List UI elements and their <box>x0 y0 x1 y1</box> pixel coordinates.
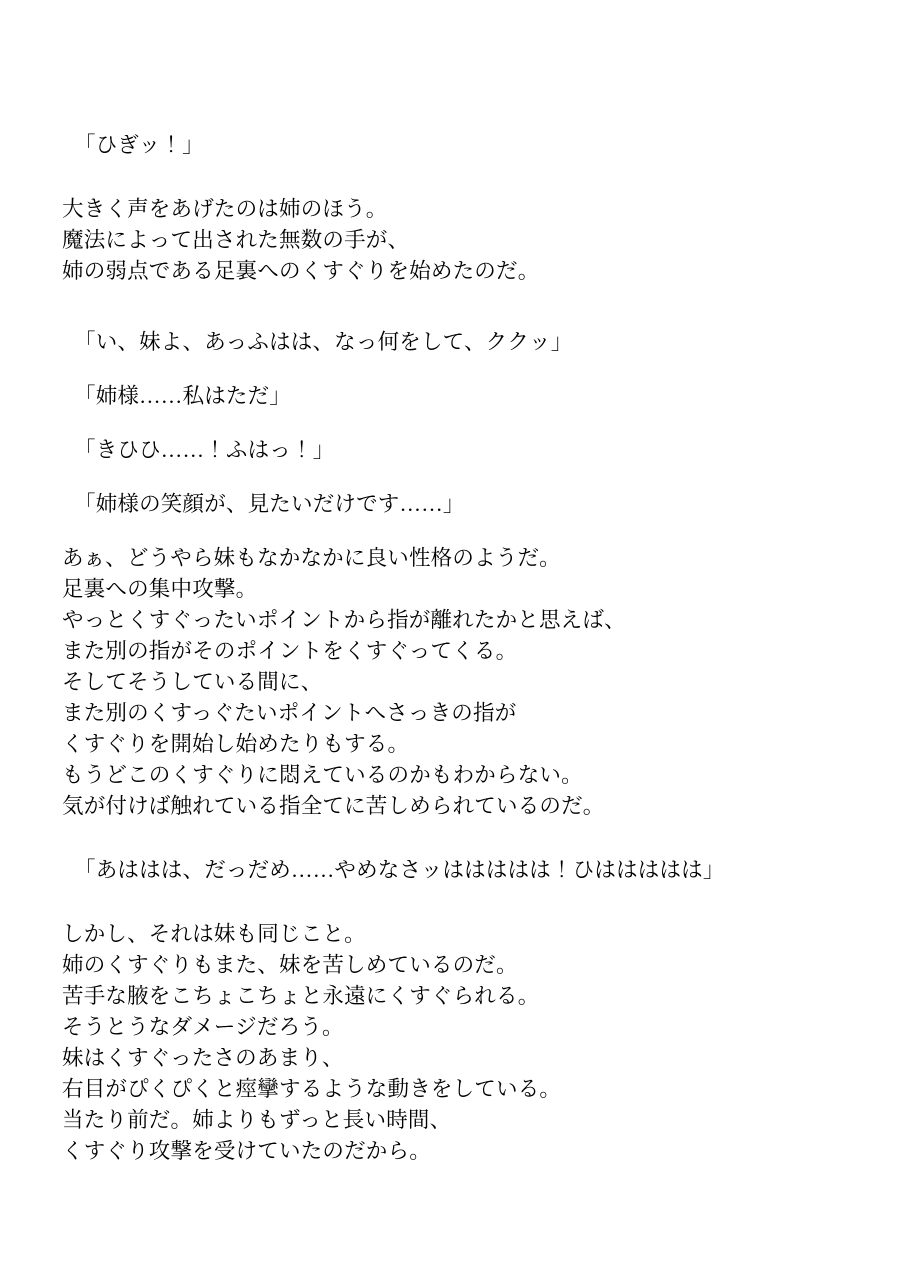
text-line: 苦手な腋をこちょこちょと永遠にくすぐられる。 <box>62 984 540 1008</box>
text-line: あぁ、どうやら妹もなかなかに良い性格のようだ。 <box>62 546 561 570</box>
story-text-body <box>62 130 842 1167</box>
text-line: 魔法によって出された無数の手が、 <box>62 228 410 252</box>
text-line: 「姉様の笑顔が、見たいだけです……」 <box>74 492 465 516</box>
text-line: 「ひぎッ！」 <box>74 133 204 157</box>
dialogue-block <box>62 381 842 412</box>
text-line: 足裏への集中攻撃。 <box>62 577 258 601</box>
spacer <box>62 358 842 381</box>
text-line: 「い、妹よ、あっふはは、なっ何をして、ククッ」 <box>74 330 573 354</box>
spacer <box>62 466 842 489</box>
text-line: 当たり前だ。姉よりもずっと長い時間、 <box>62 1108 452 1132</box>
text-line: 妹はくすぐったさのあまり、 <box>62 1046 344 1070</box>
dialogue-block <box>62 489 842 520</box>
narration-block <box>62 194 842 287</box>
text-line: 「姉様……私はただ」 <box>74 384 292 408</box>
spacer <box>62 412 842 435</box>
text-line: もうどこのくすぐりに悶えているのかもわからない。 <box>62 763 583 787</box>
dialogue-block <box>62 855 842 886</box>
text-line: また別のくすっぐたいポイントへさっきの指が <box>62 701 517 725</box>
text-line: 「きひひ……！ふはっ！」 <box>74 438 335 462</box>
dialogue-block <box>62 435 842 466</box>
spacer <box>62 822 842 855</box>
text-line: そうとうなダメージだろう。 <box>62 1015 344 1039</box>
text-line: くすぐり攻撃を受けていたのだから。 <box>62 1139 431 1163</box>
text-line: 姉のくすぐりもまた、妹を苦しめているのだ。 <box>62 953 518 977</box>
text-line: また別の指がそのポイントをくすぐってくる。 <box>62 639 518 663</box>
text-line: やっとくすぐったいポイントから指が離れたかと思えば、 <box>62 608 626 632</box>
dialogue-block <box>62 130 842 161</box>
text-line: 気が付けば触れている指全てに苦しめられているのだ。 <box>62 794 605 818</box>
narration-block <box>62 543 842 822</box>
spacer <box>62 161 842 194</box>
text-line: 姉の弱点である足裏へのくすぐりを始めたのだ。 <box>62 259 540 283</box>
text-line: 「あははは、だっだめ……やめなさッははははは！ひははははは」 <box>74 858 725 882</box>
spacer <box>62 886 842 919</box>
dialogue-block <box>62 327 842 358</box>
text-line: そしてそうしている間に、 <box>62 670 323 694</box>
spacer <box>62 287 842 327</box>
text-line: 大きく声をあげたのは姉のほう。 <box>62 197 388 221</box>
text-line: 右目がぴくぴくと痙攣するような動きをしている。 <box>62 1077 562 1101</box>
spacer <box>62 520 842 543</box>
narration-block <box>62 919 842 1167</box>
text-line: くすぐりを開始し始めたりもする。 <box>62 732 410 756</box>
text-line: しかし、それは妹も同じこと。 <box>62 922 366 946</box>
